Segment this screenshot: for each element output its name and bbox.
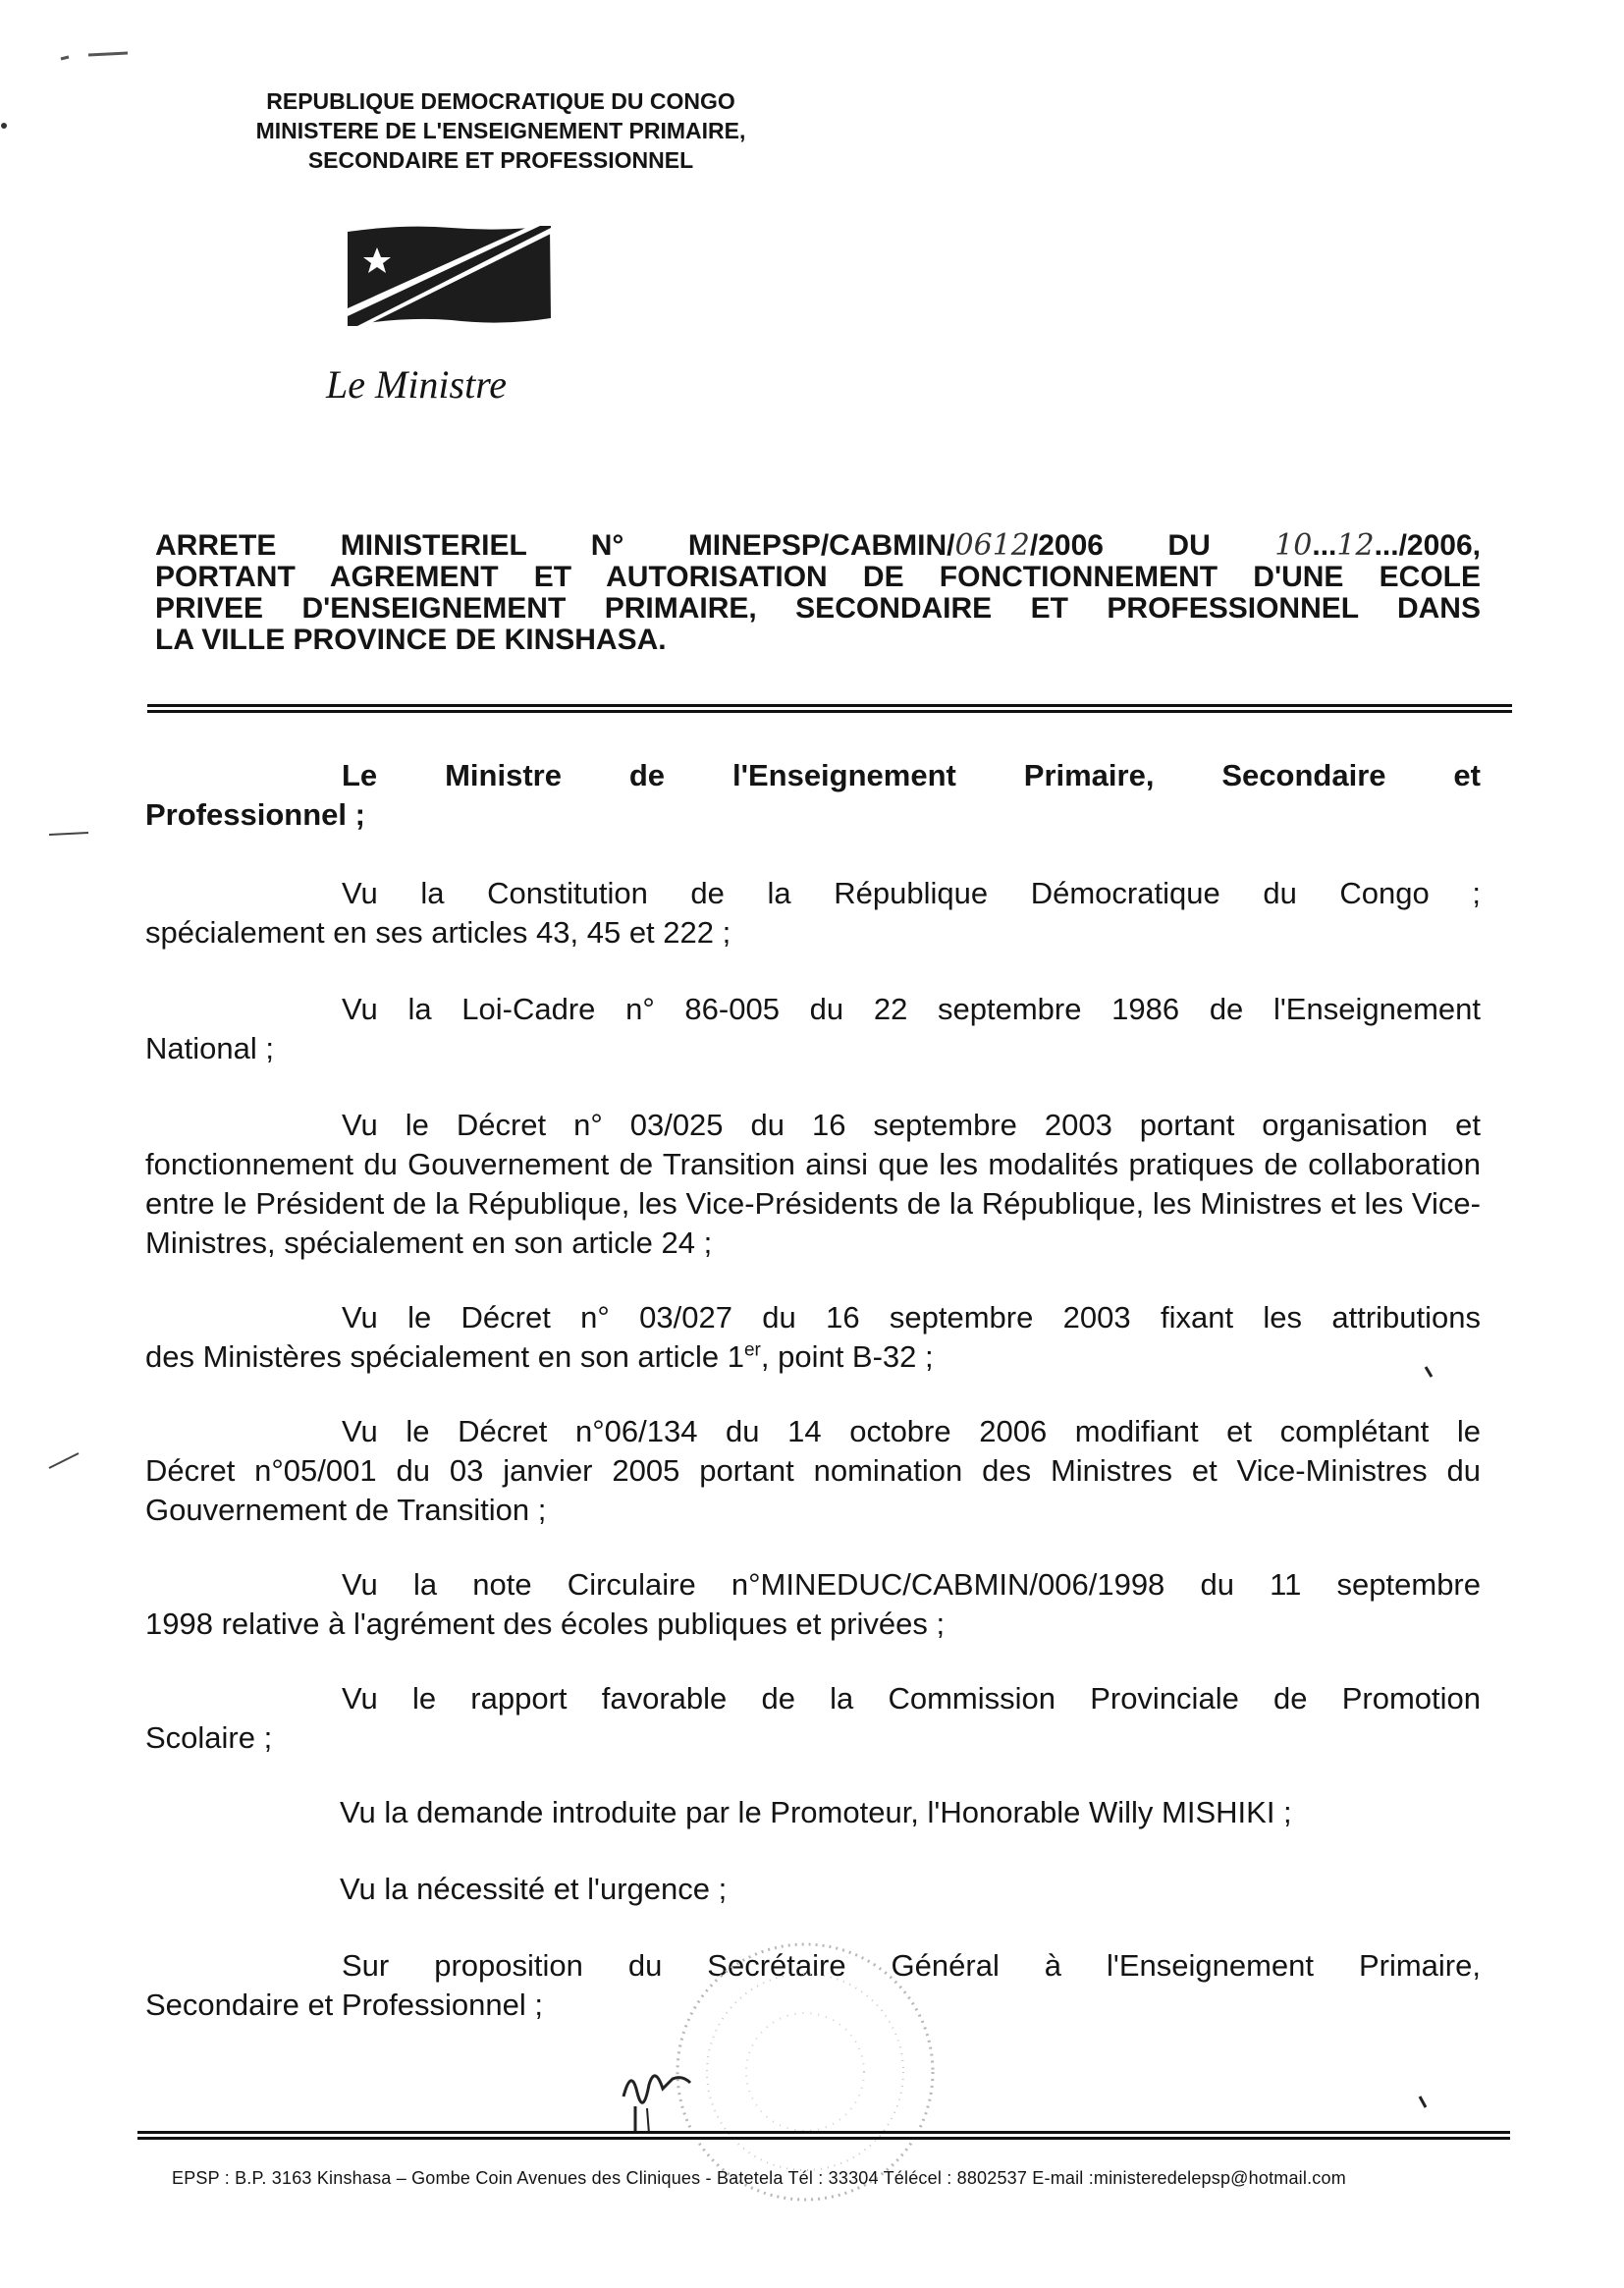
paragraph-text: des Ministères spécialement en son article 1 bbox=[145, 1339, 744, 1374]
paragraph-constitution bbox=[145, 874, 1481, 953]
paragraph-line: Vu la nécessité et l'urgence ; bbox=[340, 1872, 728, 1906]
date-separator: ... bbox=[1312, 529, 1337, 562]
minister-title: Le Ministre bbox=[326, 362, 508, 407]
paragraph-line: Vu la note Circulaire n°MINEDUC/CABMIN/006/1998 du 11 septembre bbox=[342, 1567, 1481, 1602]
handwritten-day: 10 bbox=[1274, 528, 1313, 563]
intro-paragraph bbox=[145, 756, 1481, 835]
paragraph-line: National ; bbox=[145, 1031, 274, 1065]
arrete-reference: ARRETE MINISTERIEL N° MINEPSP/CABMIN/ bbox=[155, 529, 955, 562]
paragraph-note-circulaire bbox=[145, 1565, 1481, 1644]
paragraph-urgence bbox=[145, 1870, 1481, 1909]
handwritten-number: 0612 bbox=[954, 528, 1030, 563]
letterhead bbox=[187, 86, 815, 175]
paragraph-line: Vu le Décret n° 03/025 du 16 septembre 2003 portant organisation et bbox=[342, 1108, 1481, 1142]
superscript: er bbox=[743, 1339, 761, 1361]
paragraph-line: 1998 relative à l'agrément des écoles publiques et privées ; bbox=[145, 1607, 946, 1641]
paragraph-line: Vu la Constitution de la République Démocratique du Congo ; bbox=[342, 876, 1481, 910]
intro-line-2: Professionnel ; bbox=[145, 797, 365, 832]
paragraph-line: Scolaire ; bbox=[145, 1720, 273, 1755]
paragraph-line: Vu le Décret n° 03/027 du 16 septembre 2003 fixant les attributions bbox=[342, 1300, 1481, 1335]
paragraph-decret-06-134 bbox=[145, 1412, 1481, 1530]
intro-line-1: Le Ministre de l'Enseignement Primaire, Secondaire et bbox=[342, 758, 1481, 792]
paragraph-line: fonctionnement du Gouvernement de Transition ainsi que les modalités pratiques de collaboration entre le Président de la République, les Vice-Présidents de la République, les Ministres et les Vice-Ministres, spécialement en son article 24 ; bbox=[145, 1147, 1481, 1260]
paragraph-line: Vu la Loi-Cadre n° 86-005 du 22 septembre 1986 de l'Enseignement bbox=[342, 992, 1481, 1026]
paragraph-text: , point B-32 ; bbox=[760, 1339, 934, 1374]
paragraph-line: Secondaire et Professionnel ; bbox=[145, 1988, 543, 2022]
letterhead-line-ministry-2: SECONDAIRE ET PROFESSIONNEL bbox=[307, 147, 694, 173]
paragraph-loi-cadre bbox=[145, 990, 1481, 1068]
footer-contact: EPSP : B.P. 3163 Kinshasa – Gombe Coin Avenues des Cliniques - Batetela Tél : 33304 Télécel : 8802537 E-mail :ministeredelepsp@hotmail.com bbox=[172, 2168, 1346, 2188]
drc-flag-icon bbox=[344, 224, 555, 332]
paragraph-line: Vu la demande introduite par le Promoteur, l'Honorable Willy MISHIKI ; bbox=[340, 1795, 1292, 1829]
handwritten-month: 12 bbox=[1336, 528, 1375, 563]
date-separator-2: ... bbox=[1374, 529, 1399, 562]
paragraph-decret-03-025 bbox=[145, 1106, 1481, 1263]
title-divider bbox=[147, 704, 1512, 718]
paragraph-line: spécialement en ses articles 43, 45 et 222 ; bbox=[145, 915, 731, 950]
paragraph-line: Vu le rapport favorable de la Commission Provinciale de Promotion bbox=[342, 1681, 1481, 1716]
signature-icon bbox=[614, 2057, 731, 2136]
arrete-line-3: PRIVEE D'ENSEIGNEMENT PRIMAIRE, SECONDAIRE ET PROFESSIONNEL DANS bbox=[155, 592, 1481, 625]
paragraph-line: Décret n°05/001 du 03 janvier 2005 portant nomination des Ministres et Vice-Ministres du Gouvernement de Transition ; bbox=[145, 1453, 1481, 1527]
footer-divider bbox=[137, 2131, 1510, 2143]
letterhead-line-ministry: MINISTERE DE L'ENSEIGNEMENT PRIMAIRE, bbox=[255, 118, 746, 143]
paragraph-line: Vu le Décret n°06/134 du 14 octobre 2006 modifiant et complétant le bbox=[342, 1414, 1481, 1448]
paragraph-rapport bbox=[145, 1679, 1481, 1758]
letterhead-line-country: REPUBLIQUE DEMOCRATIQUE DU CONGO bbox=[266, 88, 735, 114]
arrete-year-du: /2006 DU bbox=[1029, 529, 1275, 562]
arrete-line-2: PORTANT AGREMENT ET AUTORISATION DE FONCTIONNEMENT D'UNE ECOLE bbox=[155, 561, 1481, 593]
document-body bbox=[145, 756, 1481, 2025]
arrete-year: /2006, bbox=[1398, 529, 1482, 562]
arrete-line-4: LA VILLE PROVINCE DE KINSHASA. bbox=[155, 624, 667, 656]
paragraph-demande bbox=[145, 1793, 1481, 1832]
paragraph-decret-03-027 bbox=[145, 1298, 1481, 1377]
paragraph-line bbox=[145, 1337, 1481, 1377]
arrete-title bbox=[155, 530, 1481, 656]
paragraph-line: Sur proposition du Secrétaire Général à l'Enseignement Primaire, bbox=[342, 1948, 1481, 1983]
arrete-line-1 bbox=[155, 530, 1481, 562]
